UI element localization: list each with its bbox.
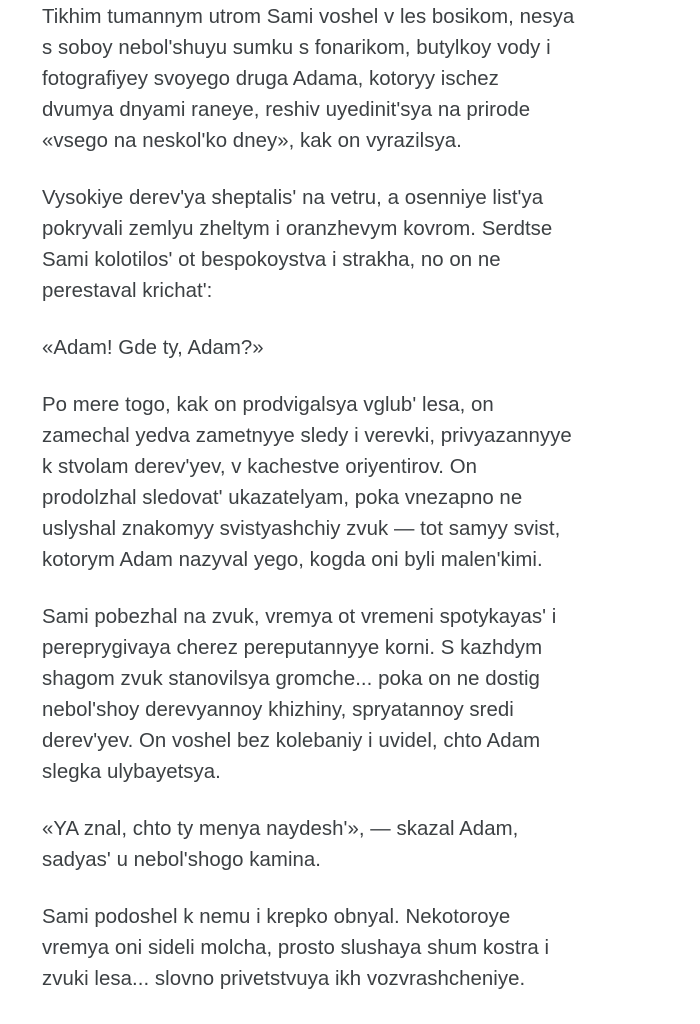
paragraph-following-signs: Po mere togo, kak on prodvigalsya vglub' lesa, on zamechal yedva zametnyye sledy i verevki, privyazannyye k stvolam derev'yev, v kachestve oriyentirov. On prodolzhal sledovat' ukazatelyam, poka vnezapno ne uslyshal znakomyy svistyashchiy zvuk — tot samyy svist, kotorym Adam nazyval yego, kogda oni byli malen'kimi. xyxy=(42,394,572,571)
paragraph-sami-enters-forest: Tikhim tumannym utrom Sami voshel v les bosikom, nesya s soboy nebol'shuyu sumku s fonarikom, butylkoy vody i fotografiyey svoyego druga Adama, kotoryy ischez dvumya dnyami raneye, reshiv uyedinit'sya na prirode «vsego na neskol'ko dney», kak on vyrazilsya. xyxy=(42,6,575,152)
paragraph-finding-hut: Sami pobezhal na zvuk, vremya ot vremeni spotykayas' i pereprygivaya cherez pereputannyye korni. S kazhdym shagom zvuk stanovilsya gromche... poka on ne dostig nebol'shoy derevyannoy khizhiny, spryatannoy sredi derev'yev. On voshel bez kolebaniy i uvidel, chto Adam slegka ulybayetsya. xyxy=(42,606,557,783)
paragraph-reunion: Sami podoshel k nemu i krepko obnyal. Nekotoroye vremya oni sideli molcha, prosto slushaya shum kostra i zvuki lesa... slovno privetstvuya ikh vozvrashcheniye. xyxy=(42,906,550,990)
paragraph-shout-for-adam: «Adam! Gde ty, Adam?» xyxy=(42,337,264,359)
paragraph-tall-trees: Vysokiye derev'ya sheptalis' na vetru, a osenniye list'ya pokryvali zemlyu zheltym i oranzhevym kovrom. Serdtse Sami kolotilos' ot bespokoystva i strakha, no on ne perestaval krichat': xyxy=(42,187,553,302)
paragraph-adam-speaks: «YA znal, chto ty menya naydesh'», — skazal Adam, sadyas' u nebol'shogo kamina. xyxy=(42,818,519,871)
